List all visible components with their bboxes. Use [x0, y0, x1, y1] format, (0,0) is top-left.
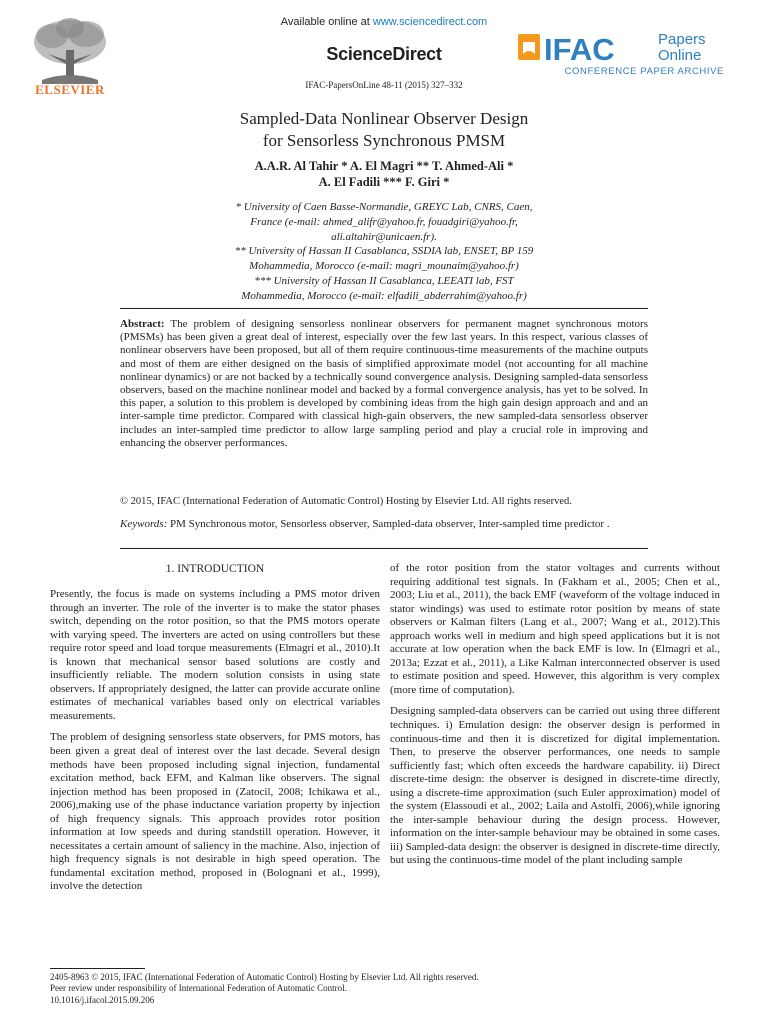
- right-column: [390, 562, 720, 876]
- keywords-bottom-rule: [120, 548, 648, 549]
- abstract-top-rule: [120, 308, 648, 309]
- body-paragraph: The problem of designing sensorless state observers, for PMS motors, has been given a great deal of interest over the last decade. Several design methods have been proposed including signal injection, fundamental excitation method, back EFM, and Kalman like observers. The signal injection method has been proposed in (Zatocil, 2008; Ichikawa et al., 2006),making use of the phase inductance variation property by injection of high frequency signals. This approach provides rotor position information at low speeds and during standstill operation. However, it necessitates a certain amount of saliency in the machine. Also, injection of high frequency signals is not desirable in high speed operation. The fundamental excitation method, proposed in (Bolognani et al., 1999), involve the detection: [50, 731, 380, 893]
- authors: [0, 158, 768, 190]
- available-online: [0, 16, 768, 28]
- authors-line-2: A. El Fadili *** F. Giri *: [318, 175, 450, 189]
- journal-reference: IFAC-PapersOnLine 48-11 (2015) 327–332: [305, 80, 463, 90]
- sciencedirect-link[interactable]: www.sciencedirect.com: [372, 16, 488, 28]
- body-paragraph: of the rotor position from the stator voltages and currents without requiring additional test signals. In (Fakham et al., 2005; Chen et al., 2003; Liu et al., 2011), the back EMF (waveform of the voltage induced in stator windings) was used to estimate rotor position by means of state observers or Kalman filters (Lang et al., 2007; Wang et al., 2012).This approach works well in medium and high speed applications but it is not accurate at low operation when the back EMF is low. In (Elmagri et al., 2013a; Ezzat et al., 2011), a Like Kalman interconnected observer is used to estimate position and speed. However, this algorithm is very complex (more time of computation).: [390, 562, 720, 696]
- section-heading-introduction: 1. INTRODUCTION: [165, 563, 265, 575]
- body-paragraph: Designing sampled-data observers can be carried out using three different techniques. i) Emulation design: the observer design is performed in continuous-time and then it is discretized for digital implementation. Then, to preserve the observer performances, one needs to sample sufficiently fast; which often exceeds the hardware capability. ii) Direct discrete-time design: the observer is designed in discrete-time directly, using a discrete-time approximation (such Euler approximation) model of the system (Elassoudi et al., 2002; Laila and Astolfi, 2006),while ignoring the inter-sample behaviour during the design process. However, information on the inter-sample behaviour may be obtained in some cases. iii) Sampled-data design: the observer is designed in discrete-time directly, but using the continuous-time model of the plant including sample: [390, 705, 720, 867]
- elsevier-wordmark: ELSEVIER: [35, 82, 105, 97]
- ifac-online-word: Online: [658, 47, 702, 64]
- ifac-archive-tagline: CONFERENCE PAPER ARCHIVE: [564, 66, 724, 77]
- footnote: [50, 972, 479, 1006]
- keywords-text: PM Synchronous motor, Sensorless observer, Sampled-data observer, Inter-sampled time predictor .: [167, 518, 610, 530]
- keywords: [120, 517, 648, 531]
- title-line-2: for Sensorless Synchronous PMSM: [262, 131, 506, 150]
- abstract-label: Abstract:: [120, 318, 165, 330]
- authors-line-1: A.A.R. Al Tahir * A. El Magri ** T. Ahmed-Ali *: [254, 159, 514, 173]
- abstract-text: The problem of designing sensorless nonlinear observers for permanent magnet synchronous motors (PMSMs) has been given a great deal of interest, especially over the few last years. In this respect, various classes of nonlinear observers have been proposed, but all of them require continuous-time measurements of the machine outputs and most of them are either designed on the basis of simplified approximate model (not accounting for all machine nonlinear dynamics) or are not backed by a technically sound convergence analysis. Designing sampled-data sensorless observers, based on the machine nonlinear model and backed by a formal convergence analysis, has yet to be solved. In this paper, a solution to this problem is developed by combining ideas from the high gain design approach and and an inter-sample time predictor. Compared with classical high-gain observers, the new sampled-data sensorless observer includes an inter-sampled time predictor to allow large sampling period and play a crucial role in improving and enhancing the observer performances.: [120, 318, 648, 449]
- affiliation-line: Mohammedia, Morocco (e-mail: magri_mounaim@yahoo.fr): [249, 260, 519, 273]
- footnote-rule: [50, 968, 145, 969]
- affiliation-line: ** University of Hassan II Casablanca, SSDIA lab, ENSET, BP 159: [234, 245, 534, 258]
- affiliations: [140, 200, 628, 304]
- ifac-word: IFAC: [544, 32, 615, 67]
- footnote-issn: 2405-8963 © 2015, IFAC (International Federation of Automatic Control) Hosting by Elsevier Ltd. All rights reserved.: [50, 972, 479, 982]
- available-prefix: Available online at: [280, 16, 373, 28]
- left-column: [50, 588, 380, 902]
- sciencedirect-wordmark: ScienceDirect: [326, 44, 442, 64]
- abstract: [120, 318, 648, 450]
- title-line-1: Sampled-Data Nonlinear Observer Design: [239, 109, 529, 128]
- affiliation-line: * University of Caen Basse-Normandie, GREYC Lab, CNRS, Caen,: [235, 201, 533, 213]
- affiliation-line: Mohammedia, Morocco (e-mail: elfadili_abderrahim@yahoo.fr): [241, 289, 527, 302]
- paper-title: [0, 108, 768, 152]
- affiliation-line: *** University of Hassan II Casablanca, LEEATI lab, FST: [254, 274, 514, 287]
- footnote-peer-review: Peer review under responsibility of International Federation of Automatic Control.: [50, 983, 347, 994]
- affiliation-line: ali.altahir@unicaen.fr).: [331, 230, 437, 243]
- affiliation-line: France (e-mail: ahmed_alifr@yahoo.fr, fouadgiri@yahoo.fr,: [250, 215, 518, 228]
- footnote-doi[interactable]: 10.1016/j.ifacol.2015.09.206: [50, 994, 155, 1005]
- body-paragraph: Presently, the focus is made on systems including a PMS motor driven through an inverter. The role of the inverter is to make the stator phases switch, depending on the rotor position, so that the PMS motors operate with varying speed. The inverters are acted on using controllers but these require rotor speed and load torque measurements (Elmagri et al., 2010).It is known that mechanical sensor based solutions are costly and insufficiently reliable. The modern solution consists in using state observers. If appropriately designed, the latter can provide accurate online estimates of mechanical variables based only on electrical variables measurements.: [50, 588, 380, 722]
- ifac-papers-word: Papers: [658, 31, 706, 48]
- keywords-label: Keywords:: [120, 518, 168, 530]
- copyright-notice: © 2015, IFAC (International Federation of Automatic Control) Hosting by Elsevier Ltd. All rights reserved.: [120, 496, 572, 507]
